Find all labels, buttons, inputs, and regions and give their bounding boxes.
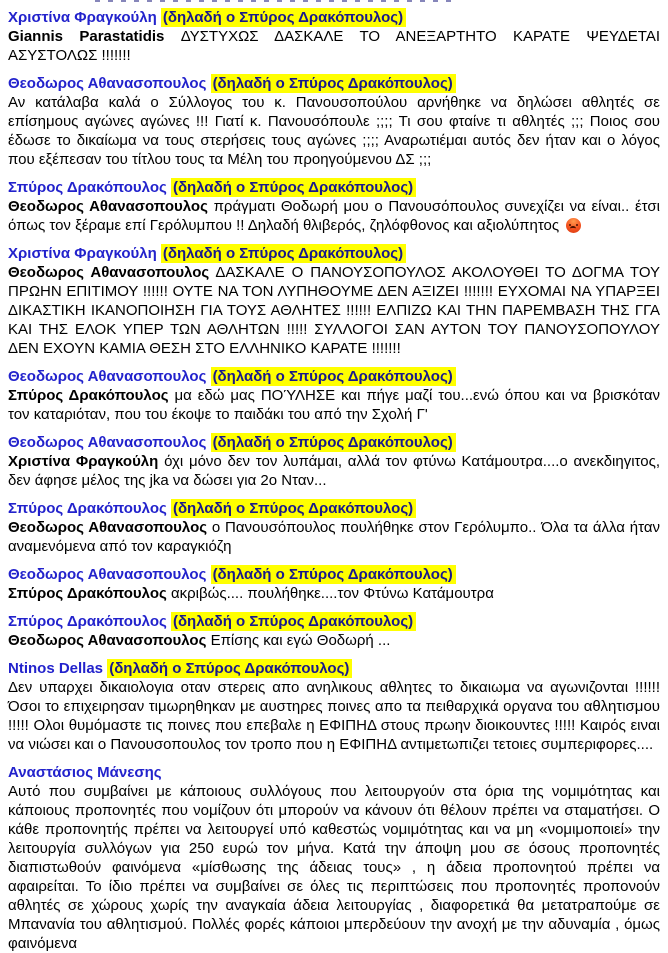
post-heading bbox=[8, 433, 660, 452]
comment-text: ο Πανουσόπουλος πουλήθηκε στον Γερόλυμπο.. Όλα τα άλλα ήταν αναμενόμενα από τον καραγκιόζη bbox=[8, 519, 661, 555]
commenter-name: Θεοδωρος Αθανασοπουλος bbox=[8, 368, 207, 385]
post-heading bbox=[8, 659, 660, 678]
post-heading bbox=[8, 178, 660, 197]
post-heading bbox=[8, 244, 660, 263]
comment-text: Επίσης και εγώ Θοδωρή ... bbox=[210, 632, 391, 649]
comment-post bbox=[8, 499, 660, 556]
mentioned-name: Θεοδωρος Αθανασοπουλος bbox=[8, 632, 207, 649]
comment-body bbox=[8, 452, 660, 490]
comment-body bbox=[8, 584, 660, 603]
post-heading bbox=[8, 74, 660, 93]
comment-text: Αυτό που συμβαίνει με κάποιους συλλόγους που λειτουργούν στα όρια της νομιμότητας και κάποιους προπονητές που νομίζουν ότι μπορούν να κάνουν ότι θέλουν πρέπει να σταματήσει. Ο κάθε προπονητής πρέπει να λειτουργεί υπό καθεστώς νομιμότητας και να μη «νομιμοποιεί» την λειτουργία συλλόγων για 250 ευρώ τον μήνα. Κατά την άποψη μου σε όσους προπονητές διαπιστωθούν φαινόμενα «μίσθωσης της άδειας τους» , η άδεια προπονητού πρέπει να αφαιρείται. Το ίδιο πρέπει να συμβαίνει σε όλες τις περιπτώσεις που προπονητές προπονούν αθλητές σε χώρους χωρίς την αναγκαία άδεια λειτουργίας , διαφορετικά θα μετατραπούμε σε Μπανανία του αθλητισμού. Πολλές φορές κάποιοι μπερδεύουν την ανοχή με την αδυναμία , όμως φαινόμενα bbox=[8, 783, 660, 952]
alias-highlight: (δηλαδή ο Σπύρος Δρακόπουλος) bbox=[211, 433, 456, 452]
post-heading bbox=[8, 367, 660, 386]
alias-highlight: (δηλαδή ο Σπύρος Δρακόπουλος) bbox=[171, 499, 416, 518]
comment-body bbox=[8, 631, 660, 650]
post-heading bbox=[8, 763, 660, 782]
comment-text: μα εδώ μας ΠΟΎΛΗΣΕ και πήγε μαζί του...ενώ όπου και να βρισκόταν τον καταριόταν, που του έκοψε το παιδάκι του από την Σχολή Γ' bbox=[8, 387, 660, 423]
angry-face-emoji-icon bbox=[566, 218, 581, 233]
comment-body bbox=[8, 197, 660, 235]
commenter-name: Χριστίνα Φραγκούλη bbox=[8, 245, 157, 262]
alias-highlight: (δηλαδή ο Σπύρος Δρακόπουλος) bbox=[211, 565, 456, 584]
comment-text: ΔΥΣΤΥΧΩΣ ΔΑΣΚΑΛΕ ΤΟ ΑΝΕΞΑΡΤΗΤΟ ΚΑΡΑΤΕ ΨΕΥΔΕΤΑΙ ΑΣΥΣΤΟΛΩΣ !!!!!!! bbox=[8, 28, 660, 64]
post-heading bbox=[8, 565, 660, 584]
comment-post bbox=[8, 178, 660, 235]
mentioned-name: Σπύρος Δρακόπουλος bbox=[8, 387, 169, 404]
alias-highlight: (δηλαδή ο Σπύρος Δρακόπουλος) bbox=[211, 367, 456, 386]
commenter-name: Θεοδωρος Αθανασοπουλος bbox=[8, 75, 207, 92]
comment-post bbox=[8, 612, 660, 650]
commenter-name: Ntinos Dellas bbox=[8, 660, 104, 677]
comment-text: Αν κατάλαβα καλά ο Σύλλογος του κ. Πανουσοπούλου αρνήθηκε να δηλώσει αθλητές σε επίσημους αγώνες αγώνες !!! Γιατί κ. Πανουσόπουλε ;;;; Τι σου φταίνε τι αθλητές ;;; Ποιος σου έδωσε το δικαίωμα να τους στερήσεις τους αγώνες ;;;; Αναρωτιέμαι αυτός δεν ήταν και ο λόγος που εξέπεσαν του τίτλου τους τα Μέλη του προηγούμενου ΔΣ ;;; bbox=[8, 94, 660, 168]
post-heading bbox=[8, 8, 660, 27]
mentioned-name: Θεοδωρος Αθανασοπουλος bbox=[8, 198, 208, 215]
comment-body bbox=[8, 93, 660, 169]
alias-highlight: (δηλαδή ο Σπύρος Δρακόπουλος) bbox=[211, 74, 456, 93]
comment-post bbox=[8, 659, 660, 754]
comment-text: Δεν υπαρχει δικαιολογια οταν στερεις απο ανηλικους αθλητες το δικαιωμα να αγωνιζονται !!!!!! Όσοι το επιχειρησαν τιμωρηθηκαν με αυστηρες ποινες απο τα πειθαρχικά οργανα του αθλητισμου !!!!! Ολοι θυμόμαστε τις ποινες που επεβαλε η ΕΦΙΠΗΔ στους πρωην διοικουντες !!!!! Καιρός ειναι να νιώσει και ο Πανουσοπουλος τον τροπο που η ΕΦΙΠΗΔ αντιμετωπιζει τετοιες συμπεριφορες.... bbox=[8, 679, 660, 753]
mentioned-name: Θεοδωρος Αθανασοπουλος bbox=[8, 519, 208, 536]
commenter-name: Σπύρος Δρακόπουλος bbox=[8, 613, 167, 630]
commenter-name: Σπύρος Δρακόπουλος bbox=[8, 179, 167, 196]
alias-highlight: (δηλαδή ο Σπύρος Δρακόπουλος) bbox=[161, 8, 406, 27]
comment-body bbox=[8, 27, 660, 65]
comment-text: όχι μόνο δεν τον λυπάμαι, αλλά τον φτύνω Κατάμουτρα....ο ανεκδιηγιτος, δεν άφησε μέλος της jka να δώσει για 2ο Νταν... bbox=[8, 453, 660, 489]
comment-post bbox=[8, 244, 660, 358]
mentioned-name: Giannis Parastatidis bbox=[8, 28, 165, 45]
mentioned-name: Σπύρος Δρακόπουλος bbox=[8, 585, 167, 602]
comment-text: πράγματι Θοδωρή μου ο Πανουσόπουλος συνεχίζει να είναι.. έτσι όπως τον ξέραμε επί Γερόλυμπου !! Δηλαδή θλιβερός, ζηλόφθονος και αξιολύπητος bbox=[8, 198, 660, 234]
alias-highlight: (δηλαδή ο Σπύρος Δρακόπουλος) bbox=[171, 612, 416, 631]
comment-body bbox=[8, 678, 660, 754]
mentioned-name: Χριστίνα Φραγκούλη bbox=[8, 453, 159, 470]
commenter-name: Σπύρος Δρακόπουλος bbox=[8, 500, 167, 517]
alias-highlight: (δηλαδή ο Σπύρος Δρακόπουλος) bbox=[171, 178, 416, 197]
comment-post bbox=[8, 433, 660, 490]
comment-text: ΔΑΣΚΑΛΕ Ο ΠΑΝΟΥΣΟΠΟΥΛΟΣ ΑΚΟΛΟΥΘΕΙ ΤΟ ΔΟΓΜΑ ΤΟΥ ΠΡΩΗΝ ΕΠΙΤΙΜΟΥ !!!!!! ΟΥΤΕ ΝΑ ΤΟΝ ΛΥΠΗΘΟΥΜΕ ΔΕΝ ΑΞΙΖΕΙ !!!!!!! ΕΥΧΟΜΑΙ ΝΑ ΥΠΑΡΞΕΙ ΔΙΚΑΣΤΙΚΗ ΙΚΑΝΟΠΟΙΗΣΗ ΓΙΑ ΤΟΥΣ ΑΘΛΗΤΕΣ !!!!!! ΕΛΠΙΖΩ ΚΑΙ ΤΗΝ ΠΑΡΕΜΒΑΣΗ ΤΗΣ ΓΓΑ ΚΑΙ ΤΗΣ ΕΛΟΚ ΥΠΕΡ ΤΩΝ ΑΘΛΗΤΩΝ !!!!! ΣΥΛΛΟΓΟΙ ΣΑΝ ΑΥΤΟΝ ΤΟΥ ΠΑΝΟΥΣΟΠΟΥΛΟΥ ΔΕΝ ΕΧΟΥΝ ΚΑΜΙΑ ΘΕΣΗ ΣΤΟ ΕΛΛΗΝΙΚΟ ΚΑΡΑΤΕ !!!!!!! bbox=[8, 264, 661, 357]
mentioned-name: Θεοδωρος Αθανασοπουλος bbox=[8, 264, 210, 281]
comment-body bbox=[8, 782, 660, 953]
commenter-name: Θεοδωρος Αθανασοπουλος bbox=[8, 566, 207, 583]
comment-post bbox=[8, 74, 660, 169]
comment-post bbox=[8, 8, 660, 65]
comment-body bbox=[8, 263, 660, 358]
comment-post bbox=[8, 763, 660, 953]
comment-post bbox=[8, 565, 660, 603]
cut-off-line-remnant bbox=[95, 0, 455, 2]
commenter-name: Αναστάσιος Μάνεσης bbox=[8, 764, 162, 781]
comment-text: ακριβώς.... πουλήθηκε....τον Φτύνω Κατάμουτρα bbox=[170, 585, 494, 602]
alias-highlight: (δηλαδή ο Σπύρος Δρακόπουλος) bbox=[107, 659, 352, 678]
commenter-name: Χριστίνα Φραγκούλη bbox=[8, 9, 157, 26]
comment-body bbox=[8, 518, 660, 556]
post-heading bbox=[8, 612, 660, 631]
comment-post bbox=[8, 367, 660, 424]
comment-body bbox=[8, 386, 660, 424]
post-heading bbox=[8, 499, 660, 518]
alias-highlight: (δηλαδή ο Σπύρος Δρακόπουλος) bbox=[161, 244, 406, 263]
commenter-name: Θεοδωρος Αθανασοπουλος bbox=[8, 434, 207, 451]
